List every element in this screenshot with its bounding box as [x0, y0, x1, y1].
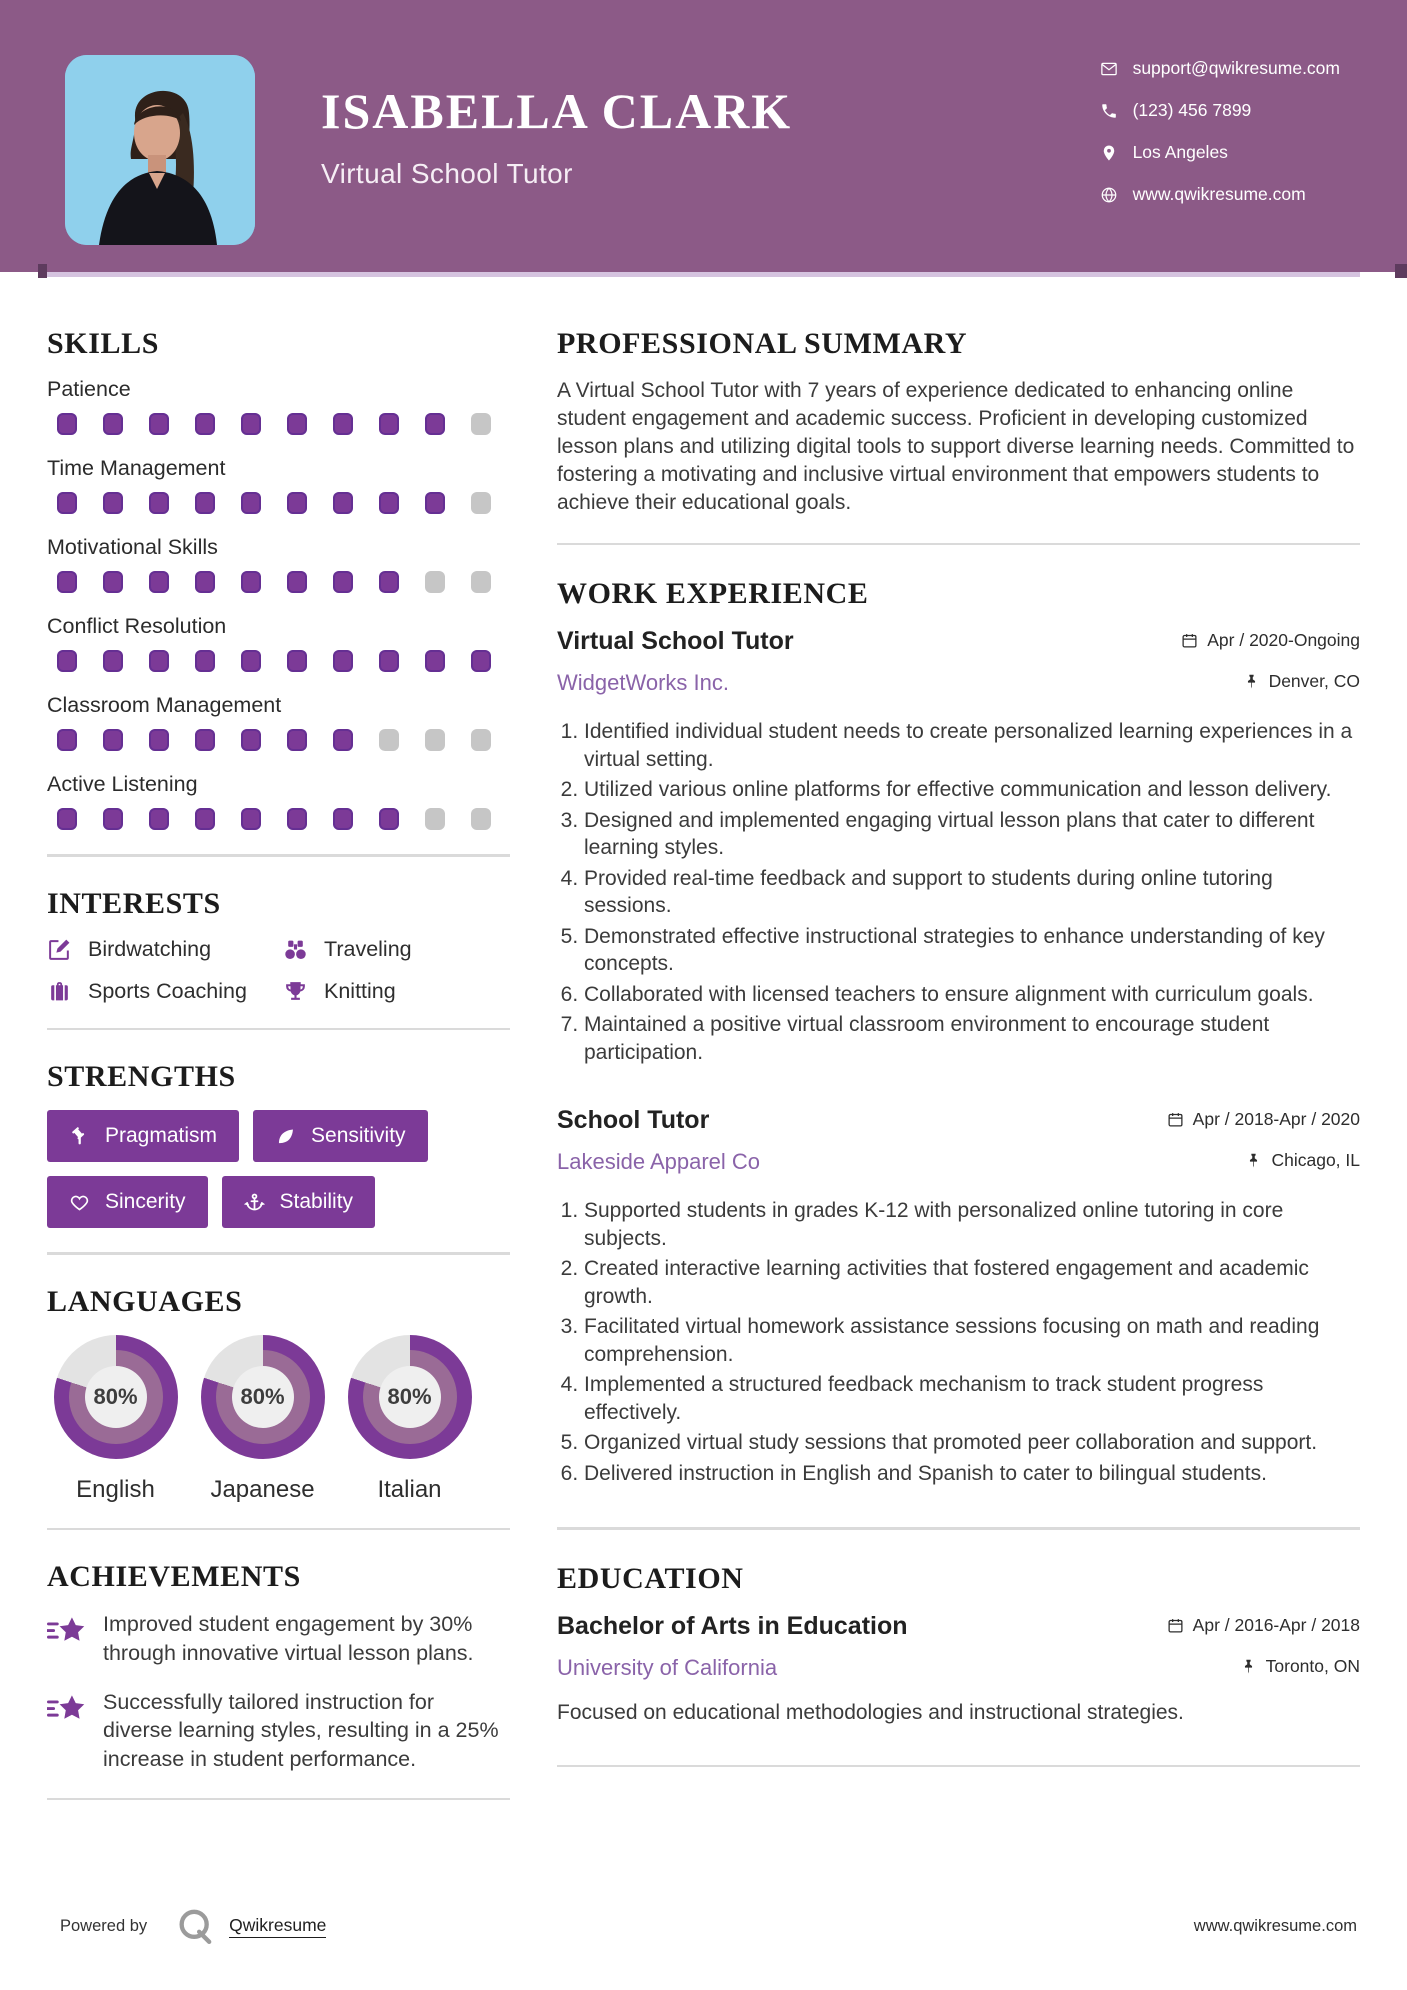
- job-bullet: 5. Demonstrated effective instructional strategies to enhance understanding of key concepts.: [584, 923, 1360, 978]
- heart-icon: [69, 1192, 90, 1213]
- contact-row[interactable]: [1100, 184, 1340, 205]
- skill-dot: [333, 571, 353, 593]
- job-bullet-list: [557, 1197, 1360, 1487]
- language-donut-chart: [348, 1335, 472, 1459]
- skill-dot: [425, 650, 445, 672]
- contact-list: [1100, 58, 1340, 205]
- skill-dot: [57, 413, 77, 435]
- interests-heading: INTERESTS: [47, 886, 221, 920]
- contact-row[interactable]: [1100, 100, 1340, 121]
- skill-dot: [195, 413, 215, 435]
- skill-dot: [379, 492, 399, 514]
- skill-rating-dots: [47, 729, 510, 751]
- skill-dot: [379, 729, 399, 751]
- email-icon: [1100, 60, 1118, 78]
- job-bullet-list: [557, 718, 1360, 1066]
- footer-site-url: www.qwikresume.com: [1193, 1916, 1357, 1935]
- education-note: Focused on educational methodologies and instructional strategies.: [557, 1700, 1184, 1724]
- qwikresume-brand-link[interactable]: Qwikresume: [229, 1915, 326, 1938]
- interest-item: [47, 979, 275, 1004]
- skill-dot: [57, 729, 77, 751]
- skill-dot: [195, 808, 215, 830]
- job-bullet: 1. Supported students in grades K-12 with personalized online tutoring in core subjects.: [584, 1197, 1360, 1252]
- language-percent: 80%: [232, 1366, 294, 1428]
- skills-heading: SKILLS: [47, 327, 159, 360]
- identity-block: [321, 83, 793, 190]
- strength-badge: [222, 1176, 376, 1228]
- job-bullet: 2. Created interactive learning activities that fostered engagement and academic growth.: [584, 1255, 1360, 1310]
- skills-list: [47, 377, 510, 830]
- header-edge-notch-left: [38, 264, 47, 278]
- skill-dot: [471, 729, 491, 751]
- strength-badge: [47, 1110, 239, 1162]
- main-column: [557, 277, 1360, 1830]
- skill-name: Motivational Skills: [47, 535, 218, 559]
- language-item: [347, 1335, 472, 1504]
- section-divider: [47, 1252, 510, 1255]
- job-location: [1245, 1150, 1360, 1171]
- language-donut-chart: [201, 1335, 325, 1459]
- degree-title: Bachelor of Arts in Education: [557, 1611, 908, 1640]
- skill-dot: [241, 808, 261, 830]
- header-edge-notch-right: [1395, 264, 1407, 278]
- content-columns: [47, 277, 1360, 1830]
- section-divider: [47, 1528, 510, 1531]
- skill-dot: [471, 650, 491, 672]
- achievements-list: [47, 1610, 510, 1774]
- skill-rating-dots: [47, 808, 510, 830]
- pen-square-icon: [47, 937, 72, 962]
- skill-dot: [103, 729, 123, 751]
- education-location-text: Toronto, ON: [1265, 1655, 1360, 1676]
- qwikresume-logo: [175, 1906, 215, 1946]
- language-donut-chart: [54, 1335, 178, 1459]
- skill-dot: [287, 492, 307, 514]
- languages-heading: LANGUAGES: [47, 1284, 243, 1318]
- job-list: [557, 627, 1360, 1487]
- language-label: English: [76, 1475, 155, 1503]
- skill-dot: [195, 650, 215, 672]
- interest-label: Knitting: [324, 978, 396, 1003]
- job-bullet: 2. Utilized various online platforms for effective communication and lesson delivery.: [584, 776, 1360, 804]
- summary-heading: PROFESSIONAL SUMMARY: [557, 327, 968, 360]
- skill-dot: [287, 650, 307, 672]
- skill-rating-dots: [47, 413, 510, 435]
- calendar-icon: [1167, 1111, 1184, 1128]
- skill-rating-dots: [47, 650, 510, 672]
- achievement-item: [47, 1610, 510, 1668]
- skill-dot: [241, 413, 261, 435]
- skill-dot: [149, 571, 169, 593]
- job-dates-text: Apr / 2020-Ongoing: [1207, 630, 1360, 651]
- profile-photo: [65, 55, 255, 245]
- skill-dot: [471, 492, 491, 514]
- job-title: Virtual School Tutor: [557, 627, 794, 656]
- person-job-title: Virtual School Tutor: [321, 158, 573, 189]
- footer: [60, 1906, 1357, 1946]
- skill-name: Time Management: [47, 456, 226, 480]
- skill-dot: [241, 650, 261, 672]
- binoculars-icon: [283, 937, 308, 962]
- education-entry: [557, 1612, 1360, 1725]
- languages-list: [47, 1335, 510, 1504]
- skill-rating-dots: [47, 571, 510, 593]
- skill-dot: [471, 808, 491, 830]
- calendar-icon: [1181, 632, 1198, 649]
- job-dates-text: Apr / 2018-Apr / 2020: [1192, 1109, 1360, 1130]
- skill-rating-dots: [47, 492, 510, 514]
- sidebar: [47, 277, 510, 1830]
- skill-item: [47, 693, 510, 751]
- skill-dot: [149, 808, 169, 830]
- education-dates: [1167, 1615, 1360, 1636]
- contact-text: support@qwikresume.com: [1132, 58, 1340, 78]
- leaf-icon: [275, 1126, 296, 1147]
- skill-dot: [103, 492, 123, 514]
- skill-dot: [241, 492, 261, 514]
- contact-text: www.qwikresume.com: [1132, 184, 1306, 204]
- interest-item: [283, 937, 510, 962]
- job-bullet: 4. Provided real-time feedback and support to students during online tutoring sessions.: [584, 865, 1360, 920]
- portrait-illustration: [65, 55, 255, 245]
- strength-label: Sincerity: [105, 1190, 186, 1213]
- skill-dot: [287, 729, 307, 751]
- achievement-item: [47, 1688, 510, 1774]
- section-divider: [557, 543, 1360, 546]
- section-divider: [47, 1798, 510, 1801]
- strength-badge: [253, 1110, 428, 1162]
- skill-dot: [425, 571, 445, 593]
- skill-item: [47, 772, 510, 830]
- language-item: [200, 1335, 325, 1504]
- skill-dot: [287, 808, 307, 830]
- skill-dot: [103, 808, 123, 830]
- strengths-heading: STRENGTHS: [47, 1060, 236, 1093]
- contact-row[interactable]: [1100, 58, 1340, 79]
- job-bullet: 4. Implemented a structured feedback mechanism to track student progress effectively.: [584, 1371, 1360, 1426]
- skill-name: Active Listening: [47, 772, 198, 796]
- skill-dot: [57, 650, 77, 672]
- skill-dot: [425, 413, 445, 435]
- job-bullet: 7. Maintained a positive virtual classroom environment to encourage student participation.: [584, 1011, 1360, 1066]
- skill-dot: [379, 808, 399, 830]
- skill-dot: [471, 571, 491, 593]
- skill-dot: [379, 571, 399, 593]
- skill-item: [47, 377, 510, 435]
- skill-dot: [195, 492, 215, 514]
- job-company-link[interactable]: WidgetWorks Inc.: [557, 670, 729, 696]
- skill-dot: [287, 413, 307, 435]
- job-entry: [557, 1106, 1360, 1487]
- skill-dot: [379, 650, 399, 672]
- school-name[interactable]: University of California: [557, 1654, 778, 1680]
- job-title: School Tutor: [557, 1106, 710, 1135]
- job-entry: [557, 627, 1360, 1066]
- job-bullet: 1. Identified individual student needs to create personalized learning experiences in a virtual setting.: [584, 718, 1360, 773]
- powered-by-label: Powered by: [60, 1916, 148, 1935]
- contact-text: Los Angeles: [1132, 142, 1228, 162]
- strength-label: Pragmatism: [105, 1124, 218, 1147]
- pushpin-icon: [1245, 1152, 1262, 1169]
- job-bullet: 6. Delivered instruction in English and Spanish to cater to bilingual students.: [584, 1460, 1360, 1488]
- pushpin-icon: [1243, 673, 1260, 690]
- strength-badge: [47, 1176, 208, 1228]
- skill-item: [47, 614, 510, 672]
- skill-item: [47, 456, 510, 514]
- language-percent: 80%: [379, 1366, 441, 1428]
- skill-dot: [471, 413, 491, 435]
- skill-dot: [287, 571, 307, 593]
- skill-dot: [333, 808, 353, 830]
- job-dates: [1181, 630, 1360, 651]
- job-location-text: Denver, CO: [1268, 671, 1360, 692]
- interest-label: Birdwatching: [88, 936, 212, 961]
- skill-dot: [195, 571, 215, 593]
- strength-label: Stability: [279, 1190, 354, 1213]
- language-label: Italian: [377, 1475, 442, 1503]
- skill-dot: [103, 413, 123, 435]
- skill-dot: [57, 492, 77, 514]
- skill-dot: [333, 650, 353, 672]
- skill-dot: [333, 413, 353, 435]
- gavel-icon: [69, 1126, 90, 1147]
- briefcase-icon: [47, 979, 72, 1004]
- job-bullet: 5. Organized virtual study sessions that promoted peer collaboration and support.: [584, 1429, 1360, 1457]
- skill-dot: [149, 650, 169, 672]
- shooting-star-icon: [47, 1690, 91, 1730]
- skill-dot: [149, 413, 169, 435]
- location-pin-icon: [1100, 144, 1118, 162]
- interest-label: Traveling: [324, 936, 412, 961]
- interest-item: [47, 937, 275, 962]
- skill-name: Conflict Resolution: [47, 614, 227, 638]
- language-item: [53, 1335, 178, 1504]
- calendar-icon: [1167, 1617, 1184, 1634]
- skill-dot: [103, 571, 123, 593]
- strengths-list: [47, 1110, 510, 1228]
- skill-dot: [57, 571, 77, 593]
- section-divider: [557, 1765, 1360, 1768]
- education-dates-text: Apr / 2016-Apr / 2018: [1192, 1614, 1360, 1635]
- skill-dot: [333, 729, 353, 751]
- language-percent: 80%: [85, 1366, 147, 1428]
- education-heading: EDUCATION: [557, 1561, 744, 1595]
- skill-name: Patience: [47, 377, 131, 401]
- achievements-heading: ACHIEVEMENTS: [47, 1560, 301, 1593]
- globe-icon: [1100, 186, 1118, 204]
- section-divider: [557, 1527, 1360, 1530]
- achievement-text: Successfully tailored instruction for diverse learning styles, resulting in a 25% increase in student performance.: [103, 1689, 499, 1772]
- strength-label: Sensitivity: [311, 1124, 406, 1147]
- skill-dot: [425, 808, 445, 830]
- job-location: [1243, 671, 1360, 692]
- skill-dot: [379, 413, 399, 435]
- job-location-text: Chicago, IL: [1271, 1150, 1360, 1171]
- interest-label: Sports Coaching: [88, 978, 247, 1003]
- contact-text: (123) 456 7899: [1132, 100, 1252, 120]
- job-company-link[interactable]: Lakeside Apparel Co: [557, 1149, 761, 1175]
- pushpin-icon: [1240, 1658, 1257, 1675]
- skill-dot: [241, 571, 261, 593]
- trophy-icon: [283, 979, 308, 1004]
- shooting-star-icon: [47, 1612, 91, 1652]
- interest-item: [283, 979, 510, 1004]
- person-name: ISABELLA CLARK: [321, 83, 793, 139]
- job-bullet: 3. Facilitated virtual homework assistance sessions focusing on math and reading comprehension.: [584, 1313, 1360, 1368]
- skill-dot: [241, 729, 261, 751]
- achievement-text: Improved student engagement by 30% through innovative virtual lesson plans.: [103, 1612, 474, 1665]
- skill-name: Classroom Management: [47, 693, 282, 717]
- skill-item: [47, 535, 510, 593]
- summary-text: A Virtual School Tutor with 7 years of experience dedicated to enhancing online student engagement and academic success. Proficient in developing customized lesson plans and utilizing digital tools to support diverse learning needs. Committed to fostering a motivating and inclusive virtual environment that empowers students to achieve their educational goals.: [557, 379, 1355, 514]
- job-bullet: 3. Designed and implemented engaging virtual lesson plans that cater to different learning styles.: [584, 807, 1360, 862]
- education-location: [1240, 1656, 1360, 1677]
- work-experience-heading: WORK EXPERIENCE: [557, 577, 869, 611]
- section-divider: [47, 1028, 510, 1031]
- skill-dot: [195, 729, 215, 751]
- job-bullet: 6. Collaborated with licensed teachers to ensure alignment with curriculum goals.: [584, 981, 1360, 1009]
- job-dates: [1167, 1109, 1360, 1130]
- anchor-icon: [244, 1192, 265, 1213]
- phone-icon: [1100, 102, 1118, 120]
- skill-dot: [57, 808, 77, 830]
- interests-list: [47, 937, 510, 1004]
- skill-dot: [333, 492, 353, 514]
- section-divider: [47, 854, 510, 857]
- skill-dot: [149, 492, 169, 514]
- skill-dot: [149, 729, 169, 751]
- skill-dot: [425, 729, 445, 751]
- skill-dot: [425, 492, 445, 514]
- language-label: Japanese: [210, 1475, 315, 1503]
- skill-dot: [103, 650, 123, 672]
- contact-row[interactable]: [1100, 142, 1340, 163]
